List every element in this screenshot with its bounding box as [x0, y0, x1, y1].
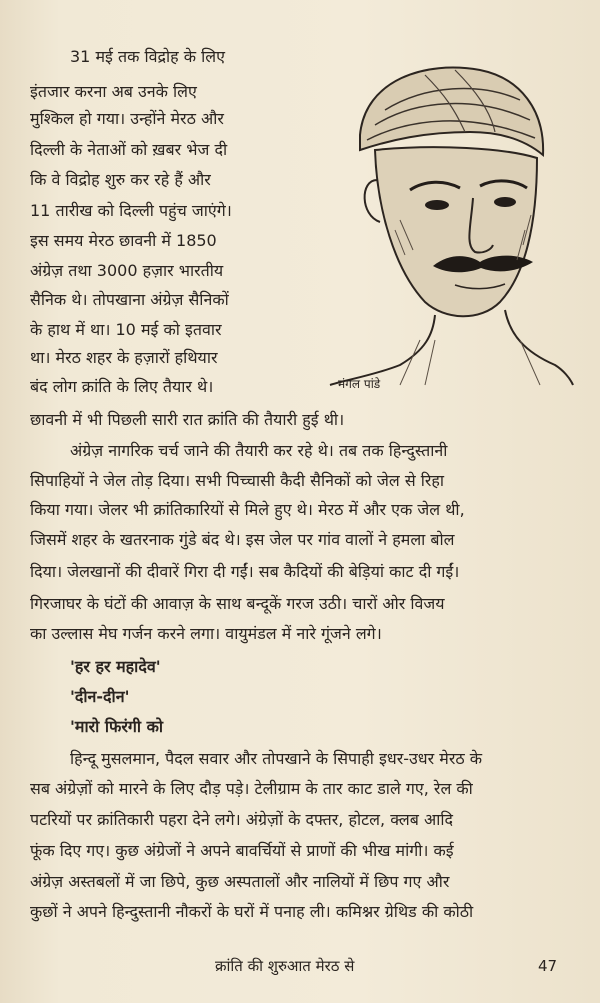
text-line: दिल्ली के नेताओं को ख़बर भेज दी: [30, 140, 228, 159]
text-line: फूंक दिए गए। कुछ अंग्रेजों ने अपने बावर्चियों से प्राणों की भीख मांगी। कई: [30, 841, 454, 860]
text-line: अंग्रेज़ अस्तबलों में जा छिपे, कुछ अस्पतालों और नालियों में छिप गए और: [30, 872, 450, 891]
slogan: 'मारो फिरंगी को: [70, 717, 164, 736]
text-line: 11 तारीख को दिल्ली पहुंच जाएंगे।: [30, 201, 232, 220]
text-line: छावनी में भी पिछली सारी रात क्रांति की तैयारी हुई थी।: [30, 410, 345, 429]
slogan: 'दीन-दीन': [70, 687, 130, 706]
text-line: सब अंग्रेज़ों को मारने के लिए दौड़ पड़े। टेलीग्राम के तार काट डाले गए, रेल की: [30, 779, 473, 798]
mangal-pandey-portrait-image: [305, 40, 575, 390]
text-line: अंग्रेज़ नागरिक चर्च जाने की तैयारी कर रहे थे। तब तक हिन्दुस्तानी: [70, 441, 448, 460]
text-line: था। मेरठ शहर के हज़ारों हथियार: [30, 348, 218, 367]
text-line: मुश्किल हो गया। उन्होंने मेरठ और: [30, 109, 224, 128]
running-footer-title: क्रांति की शुरुआत मेरठ से: [215, 957, 355, 975]
text-line: जिसमें शहर के खतरनाक गुंडे बंद थे। इस जेल पर गांव वालों ने हमला बोल: [30, 530, 455, 549]
text-line: पटरियों पर क्रांतिकारी पहरा देने लगे। अंग्रेज़ों के दफ्तर, होटल, क्लब आदि: [30, 810, 453, 829]
text-line: के हाथ में था। 10 मई को इतवार: [30, 320, 222, 339]
text-line: सिपाहियों ने जेल तोड़ दिया। सभी पिच्चासी कैदी सैनिकों को जेल से रिहा: [30, 471, 445, 490]
text-line: हिन्दू मुसलमान, पैदल सवार और तोपखाने के सिपाही इधर-उधर मेरठ के: [70, 749, 483, 768]
text-line: इस समय मेरठ छावनी में 1850: [30, 231, 217, 250]
text-line: 31 मई तक विद्रोह के लिए: [70, 47, 225, 66]
text-line: इंतजार करना अब उनके लिए: [30, 82, 197, 101]
text-line: का उल्लास मेघ गर्जन करने लगा। वायुमंडल में नारे गूंजने लगे।: [30, 624, 382, 643]
text-line: अंग्रेज़ तथा 3000 हज़ार भारतीय: [30, 261, 224, 280]
portrait-caption: मंगल पांडे: [338, 377, 381, 391]
text-line: किया गया। जेलर भी क्रांतिकारियों से मिले हुए थे। मेरठ में और एक जेल थी,: [30, 500, 465, 519]
text-line: कि वे विद्रोह शुरु कर रहे हैं और: [30, 170, 211, 189]
text-line: गिरजाघर के घंटों की आवाज़ के साथ बन्दूकें गरज उठी। चारों ओर विजय: [30, 594, 445, 613]
text-line: सैनिक थे। तोपखाना अंग्रेज़ सैनिकों: [30, 290, 229, 309]
text-line: कुछों ने अपने हिन्दुस्तानी नौकरों के घरों में पनाह ली। कमिश्नर ग्रेथिड की कोठी: [30, 902, 474, 921]
text-line: बंद लोग क्रांति के लिए तैयार थे।: [30, 377, 214, 396]
text-line: दिया। जेलखानों की दीवारें गिरा दी गईं। सब कैदियों की बेड़ियां काट दी गईं।: [30, 562, 460, 581]
page-number: 47: [538, 957, 558, 975]
slogan: 'हर हर महादेव': [70, 657, 161, 676]
